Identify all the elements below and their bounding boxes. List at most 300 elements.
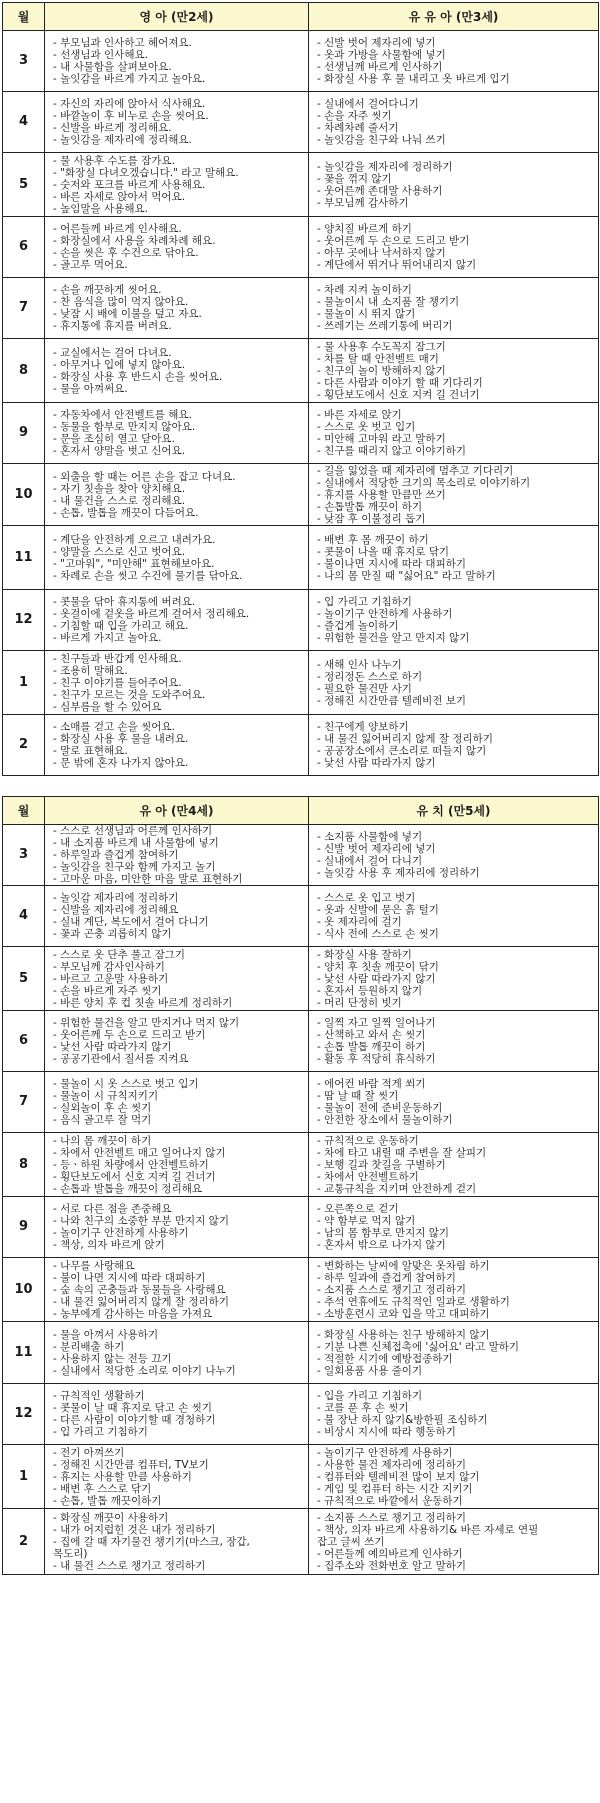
habit-item: - 친구의 놀이 방해하지 않기	[317, 364, 446, 377]
habit-item: - 추석 연휴에도 규칙적인 일과로 생활하기	[317, 1295, 510, 1308]
table-row	[3, 1197, 599, 1258]
habit-item: - 옷걸이에 겉옷을 바르게 걸어서 정리해요.	[53, 608, 250, 620]
habit-item: - 불 장난 하지 않기&방한필 조심하기	[317, 1414, 488, 1426]
habit-item: - 자동차에서 안전벨트를 해요.	[53, 409, 192, 421]
habit-item: - 컴퓨터와 텔레비전 많이 보지 않기	[317, 1470, 480, 1483]
table-header-row	[3, 797, 599, 825]
habit-item: - 휴지를 사용할 만큼만 쓰기	[317, 488, 446, 501]
habit-item: - 놀이기구 안전하게 사용하기	[317, 608, 453, 620]
month-cell: 7	[3, 1072, 45, 1133]
habit-item: - 양치질 바르게 하기	[317, 223, 412, 235]
habit-item: - 스스로 옷 단추 풀고 잠그기	[53, 948, 186, 961]
habit-item: - 소방훈련시 코와 입을 막고 대피하기	[317, 1307, 490, 1320]
habit-item: - 옷과 신발에 묻은 흙 털기	[317, 904, 439, 916]
habit-cell-younger	[45, 1072, 309, 1133]
table-row	[3, 715, 599, 776]
habit-item: - 미안해 고마워 라고 말하기	[317, 433, 446, 445]
habit-cell-older	[309, 526, 599, 590]
habit-cell-older	[309, 1258, 599, 1322]
table-row	[3, 1384, 599, 1445]
habit-item: - 비상시 지시에 따라 행동하기	[317, 1426, 456, 1438]
month-cell: 5	[3, 947, 45, 1011]
habit-item: - 화장실 사용 잘하기	[317, 948, 412, 961]
habit-cell-younger	[45, 1258, 309, 1322]
table-row	[3, 651, 599, 715]
habit-cell-older	[309, 464, 599, 526]
habit-item: - 물 사용후 수도를 잠가요.	[53, 154, 175, 167]
habit-item: - 책상, 의자 바르게 사용하기& 바른 자세로 연필	[317, 1523, 539, 1536]
habit-item: - 혼자서 양말을 벗고 신어요.	[53, 445, 186, 457]
habit-item: - 계단에서 뛰거나 뛰어내리지 않기	[317, 259, 477, 271]
habit-item: - 실외놀이 후 손 씻기	[53, 1102, 152, 1114]
month-cell: 11	[3, 1322, 45, 1384]
habit-item: - 친구를 때리지 않고 이야기하기	[317, 445, 466, 457]
habit-item: - 웃어른께 존대말 사용하기	[317, 184, 443, 197]
habit-cell-older	[309, 651, 599, 715]
habit-item: - 친구에게 양보하기	[317, 721, 409, 733]
habit-item: - 놀이기구 안전하게 사용하기	[317, 1446, 453, 1459]
habit-item: - 어른들께 예의바르게 인사하기	[317, 1547, 463, 1560]
habit-item: - 하루일과 즐겁게 참여하기	[53, 849, 179, 861]
habit-item: - 화장실 사용 후 반드시 손을 씻어요.	[53, 370, 223, 383]
habit-cell-older	[309, 153, 599, 217]
habit-item: - 양말을 스스로 신고 벗어요.	[53, 545, 186, 558]
habit-item: - 사용한 물건 제자리에 정리하기	[317, 1458, 466, 1471]
habit-item: - 산책하고 와서 손 씻기	[317, 1029, 426, 1041]
habit-item: - 물놀이 전에 준비운동하기	[317, 1102, 443, 1114]
habit-item: - 새해 인사 나누기	[317, 658, 402, 671]
habit-cell-younger	[45, 153, 309, 217]
habit-item: - 내 사물함을 살펴보아요.	[53, 61, 172, 73]
habit-cell-younger	[45, 1445, 309, 1509]
habit-item: - 손톱과 발톱을 깨끗이 정리해요	[53, 1182, 202, 1195]
habit-item: - 부모님께 감사인사하기	[53, 960, 165, 973]
habit-cell-older	[309, 715, 599, 776]
habit-item: - 차에 타고 내릴 때 주변을 잘 살피기	[317, 1146, 487, 1159]
habit-item: - 공공기관에서 질서를 지켜요	[53, 1053, 189, 1065]
habit-item: - 소지품 스스로 챙기고 정리하기	[317, 1511, 466, 1524]
habit-item: - 등ㆍ하원 차량에서 안전벨트하기	[53, 1158, 209, 1171]
table-row	[3, 526, 599, 590]
habit-item: - 길을 잃었을 때 제자리에 멈추고 기다리기	[317, 464, 514, 477]
habit-item: - 차에서 안전벨트하기	[317, 1170, 419, 1183]
habit-cell-younger	[45, 339, 309, 403]
month-cell: 5	[3, 153, 45, 217]
habit-item: - 책상, 의자 바르게 앉기	[53, 1239, 165, 1251]
habit-cell-older	[309, 947, 599, 1011]
habit-item: - 다른 사람과 이야기 할 때 기다리기	[317, 376, 483, 389]
habit-item: - 콧물이 나올 때 휴지로 닦기	[317, 545, 450, 558]
habit-item: - 스스로 옷 벗고 입기	[317, 421, 416, 433]
habit-item: - 놀잇감을 바르게 가지고 놀아요.	[53, 73, 206, 85]
table-gap	[2, 776, 598, 796]
habit-item: - 바른 양치 후 컵 칫솔 바르게 정리하기	[53, 996, 233, 1009]
month-cell: 7	[3, 278, 45, 339]
month-cell: 6	[3, 1011, 45, 1072]
habit-item: - 바른 자세로 앉기	[317, 409, 402, 421]
habit-item: - 일회용품 사용 줄이기	[317, 1364, 423, 1377]
habit-item: - 웃어른께 두 손으로 드리고 받기	[53, 1029, 206, 1041]
habit-item: - 심부름을 할 수 있어요	[53, 700, 162, 713]
habit-item: - 차에서 안전벨트 매고 일어나지 않기	[53, 1146, 226, 1159]
habit-item: - 어른들께 바르게 인사해요.	[53, 223, 182, 235]
month-cell: 10	[3, 1258, 45, 1322]
month-cell: 6	[3, 217, 45, 278]
habit-cell-younger	[45, 92, 309, 153]
table-row	[3, 947, 599, 1011]
habit-item: - 서로 다른 점을 존중해요	[53, 1203, 172, 1215]
habit-item: - 코를 푼 후 손 씻기	[317, 1402, 409, 1414]
habit-cell-younger	[45, 886, 309, 947]
habit-item: - 낮잠 시 배에 이불을 덮고 자요.	[53, 308, 202, 320]
habit-item: - 규칙적인 생활하기	[53, 1390, 145, 1402]
habit-item: - 하루 일과에 즐겁게 참여하기	[317, 1271, 456, 1284]
habit-cell-younger	[45, 715, 309, 776]
month-cell: 12	[3, 1384, 45, 1445]
habit-item: - 화장실 사용하는 친구 방해하지 않기	[317, 1328, 490, 1341]
month-cell: 8	[3, 1133, 45, 1197]
habit-item: - 교통규칙을 지키며 안전하게 걷기	[317, 1182, 477, 1195]
habit-item: - 정리정돈 스스로 하기	[317, 670, 423, 683]
habit-item: - 물을 아껴써요.	[53, 382, 128, 395]
habit-item: - 신발을 제자리에 정리해요	[53, 904, 179, 916]
habit-item: - 놀이기구 안전하게 사용하기	[53, 1227, 189, 1239]
header-age-4: 유 아 (만4세)	[45, 797, 309, 825]
habit-item: - 공공장소에서 큰소리로 떠들지 않기	[317, 745, 487, 757]
habit-cell-younger	[45, 1133, 309, 1197]
habit-cell-younger	[45, 947, 309, 1011]
habit-item: - 낯선 사람 따라가지 않기	[53, 1041, 172, 1053]
table-row	[3, 1445, 599, 1509]
habit-cell-younger	[45, 464, 309, 526]
table-row	[3, 1133, 599, 1197]
month-cell: 11	[3, 526, 45, 590]
habit-item: - 남의 몸 함부로 만지지 않기	[317, 1227, 450, 1239]
habit-item: - 바르게 가지고 놀아요.	[53, 632, 162, 644]
month-cell: 4	[3, 886, 45, 947]
habit-item: - 부모님과 인사하고 헤어져요.	[53, 37, 192, 49]
habit-item: - 입 가리고 기침하기	[53, 1426, 148, 1438]
habit-item: - 숫저와 포크를 바르게 사용해요.	[53, 178, 206, 191]
habit-cell-older	[309, 1133, 599, 1197]
habit-item: - 에어컨 바람 적게 쐬기	[317, 1078, 426, 1090]
month-cell: 2	[3, 1509, 45, 1575]
habit-item: - 선생님과 인사해요.	[53, 49, 148, 61]
table-row	[3, 1072, 599, 1133]
habit-item: - 친구 이야기를 들어주어요.	[53, 676, 182, 689]
habit-item: - 나의 몸 깨끗이 하기	[53, 1134, 152, 1147]
habit-cell-younger	[45, 217, 309, 278]
habit-item: - 휴지는 사용할 만큼 사용하기	[53, 1470, 192, 1483]
habit-item: - 음식 골고루 잘 먹기	[53, 1114, 152, 1126]
table-row	[3, 217, 599, 278]
table-row	[3, 339, 599, 403]
habit-item: - 정해진 시간만큼 컴퓨터, TV보기	[53, 1458, 209, 1471]
habit-item: - 자기 칫솔을 찾아 양치해요.	[53, 482, 186, 495]
habit-item: - 웃어른께 두 손으로 드리고 받기	[317, 235, 470, 247]
habit-item: - 농부에게 감사하는 마음을 가져요	[53, 1307, 213, 1320]
habit-item: - 땀 날 때 잘 씻기	[317, 1090, 399, 1102]
habit-item: - 안전한 장소에서 물놀이하기	[317, 1114, 453, 1126]
habit-cell-older	[309, 1509, 599, 1575]
habit-cell-younger	[45, 651, 309, 715]
habit-item: - 아무 곳에나 낙서하지 않기	[317, 247, 446, 259]
habit-item: - 꽃을 꺾지 않기	[317, 172, 392, 185]
habit-cell-older	[309, 1011, 599, 1072]
habit-item: - 높임말을 사용해요.	[53, 202, 148, 215]
habit-item: - 선생님께 바르게 인사하기	[317, 61, 443, 73]
table-row	[3, 403, 599, 464]
habit-item: - 나의 몸 만질 때 "싫어요" 라고 말하기	[317, 569, 496, 582]
habit-item: - 외출을 할 때는 어른 손을 잡고 다녀요.	[53, 470, 236, 483]
header-age-5: 유 치 (만5세)	[309, 797, 599, 825]
habit-item: - 분리배출 하기	[53, 1340, 125, 1353]
table-row	[3, 464, 599, 526]
month-cell: 12	[3, 590, 45, 651]
habit-item: - 불이 나면 지시에 따라 대피하기	[53, 1271, 206, 1284]
habit-item: - 놀잇감 제자리에 정리하기	[53, 892, 179, 904]
habit-item: - 놀잇감 사용 후 제자리에 정리하기	[317, 867, 480, 879]
header-month: 월	[3, 797, 45, 825]
habit-cell-younger	[45, 1011, 309, 1072]
habit-item: - 혼자서 등원하지 않기	[317, 984, 423, 997]
habit-item: - 부모님께 감사하기	[317, 196, 409, 209]
table-row	[3, 1509, 599, 1575]
habit-item: - 일찍 자고 일찍 일어나기	[317, 1017, 436, 1029]
habit-cell-older	[309, 1384, 599, 1445]
habit-item: - 물 사용후 수도꼭지 잠그기	[317, 340, 446, 353]
habit-item: - 물놀이 시 옷 스스로 벗고 입기	[53, 1078, 199, 1090]
habit-item: - 화장실 사용 후 물을 내려요.	[53, 733, 189, 745]
habit-item: - 쓰레기는 쓰레기통에 버리기	[317, 320, 453, 332]
habit-item: - 식사 전에 스스로 손 씻기	[317, 928, 439, 940]
habit-cell-older	[309, 886, 599, 947]
habit-item: - 소지품 사물함에 넣기	[317, 831, 423, 843]
habit-item: - 손을 바르게 자주 씻기	[53, 984, 162, 997]
habit-item: - 손톱발톱 깨끗이 하기	[317, 500, 423, 513]
habit-item: - 조용히 말해요.	[53, 664, 128, 677]
habit-item: - 집주소와 전화번호 알고 말하기	[317, 1559, 466, 1572]
habit-item: - 입을 가리고 기침하기	[317, 1390, 423, 1402]
habit-item: - 놀잇감을 친구와 함께 가지고 놀기	[53, 861, 216, 873]
habit-cell-older	[309, 1197, 599, 1258]
habit-item: - 활동 후 적당히 휴식하기	[317, 1053, 436, 1065]
habit-item: - 변화하는 날씨에 알맞은 옷차림 하기	[317, 1259, 490, 1272]
habit-cell-younger	[45, 31, 309, 92]
header-age-2: 영 아 (만2세)	[45, 3, 309, 31]
habit-item: - 필요한 물건만 사기	[317, 682, 412, 695]
habit-item: - 나무를 사랑해요	[53, 1259, 135, 1272]
habit-item: - 신발 벗어 제자리에 넣기	[317, 843, 436, 855]
habit-item: - 콧물이 날 때 휴지로 닦고 손 씻기	[53, 1402, 213, 1414]
habit-item: - 낯선 사람 따라가지 않기	[317, 757, 436, 769]
habit-cell-older	[309, 92, 599, 153]
habit-cell-older	[309, 825, 599, 886]
month-cell: 4	[3, 92, 45, 153]
habit-item: - 다른 사람이 이야기할 때 경청하기	[53, 1414, 216, 1426]
habit-item: - 골고루 먹어요.	[53, 259, 128, 271]
habit-cell-older	[309, 1445, 599, 1509]
habit-cell-older	[309, 31, 599, 92]
table-row	[3, 1322, 599, 1384]
habit-item: - 아무거나 입에 넣지 않아요.	[53, 358, 186, 371]
header-age-3: 유 유 아 (만3세)	[309, 3, 599, 31]
habit-item: - 내가 어지럽힌 것은 내가 정리하기	[53, 1523, 216, 1536]
habit-item: - 내 물건을 스스로 정리해요.	[53, 494, 186, 507]
habit-cell-older	[309, 590, 599, 651]
habit-item: 잡고 글씨 쓰기	[317, 1535, 385, 1548]
habit-item: 목도리)	[53, 1547, 88, 1560]
habit-item: - 옷 제자리에 걸기	[317, 916, 402, 928]
header-month: 월	[3, 3, 45, 31]
habit-item: - 차례 지켜 놀이하기	[317, 284, 412, 296]
habit-cell-younger	[45, 278, 309, 339]
month-cell: 3	[3, 31, 45, 92]
habit-item: - 내 물건 스스로 챙기고 정리하기	[53, 1559, 206, 1572]
habit-cell-younger	[45, 1509, 309, 1575]
table-row	[3, 92, 599, 153]
habit-item: - 바깥놀이 후 비누로 손을 씻어요.	[53, 110, 209, 122]
habit-item: - 내 물건 잃어버리지 않게 잘 정리하기	[53, 1295, 229, 1308]
habit-item: - 낮잠 후 이불정리 돕기	[317, 512, 426, 525]
habit-item: - 신발을 바르게 정리해요.	[53, 122, 172, 134]
table-row	[3, 1258, 599, 1322]
habit-item: - 계단을 안전하게 오르고 내려가요.	[53, 533, 216, 546]
habit-item: - 콧물을 닦아 휴지통에 버려요.	[53, 596, 196, 608]
habit-cell-older	[309, 278, 599, 339]
habit-item: - 말로 표현해요.	[53, 745, 128, 757]
habit-item: - 기침할 때 입을 가리고 해요.	[53, 620, 189, 632]
plan-table-toddler	[2, 2, 599, 776]
month-cell: 3	[3, 825, 45, 886]
habit-item: - 바르고 고운말 사용하기	[53, 972, 169, 985]
habit-item: - 차례차례 줄서기	[317, 122, 399, 134]
habit-item: - 손을 자주 씻기	[317, 110, 392, 122]
habit-item: - 입 가리고 기침하기	[317, 596, 412, 608]
habit-item: - "화장실 다녀오겠습니다." 라고 말해요.	[53, 166, 239, 179]
habit-item: - 전기 아껴쓰기	[53, 1446, 125, 1459]
habit-cell-younger	[45, 1197, 309, 1258]
habit-item: - 스스로 옷 입고 벗기	[317, 892, 416, 904]
habit-item: - 보행 길과 찻길을 구별하기	[317, 1158, 446, 1171]
habit-item: - 소매를 걷고 손을 씻어요.	[53, 721, 175, 733]
habit-item: - 내 소지품 바르게 내 사물함에 넣기	[53, 837, 219, 849]
habit-item: - 친구들과 반갑게 인사해요.	[53, 652, 182, 665]
month-cell: 1	[3, 1445, 45, 1509]
habit-item: - 나와 친구의 소중한 부분 만지지 않기	[53, 1215, 229, 1227]
habit-item: - 규칙적으로 바깥에서 운동하기	[317, 1494, 463, 1507]
habit-item: - 낯선 사람 따라가지 않기	[317, 972, 436, 985]
habit-cell-younger	[45, 825, 309, 886]
table-row	[3, 1011, 599, 1072]
habit-item: - 내 물건 잃어버리지 않게 잘 정리하기	[317, 733, 493, 745]
habit-item: - 소지품 스스로 챙기고 정리하기	[317, 1283, 466, 1296]
habit-item: - 문 밖에 혼자 나가지 않아요.	[53, 757, 189, 769]
table-header-row	[3, 3, 599, 31]
habit-item: - "고마워", "미안해" 표현해보아요.	[53, 557, 215, 570]
habit-cell-older	[309, 403, 599, 464]
habit-item: - 화장실 깨끗이 사용하기	[53, 1511, 169, 1524]
month-cell: 1	[3, 651, 45, 715]
table-row	[3, 31, 599, 92]
habit-item: - 손톱, 발톱을 깨끗이 다듬어요.	[53, 506, 199, 519]
habit-item: - 즐겁게 놀이하기	[317, 620, 399, 632]
habit-item: - 정해진 시간만큼 텔레비전 보기	[317, 694, 466, 707]
habit-item: - 사용하지 않는 전등 끄기	[53, 1352, 172, 1365]
habit-item: - 횡단보도에서 신호 지켜 길 건너기	[53, 1170, 216, 1183]
habit-item: - 실내에서 걸어 다니기	[317, 855, 423, 867]
habit-item: - 물놀이 시 규칙지키기	[53, 1090, 159, 1102]
habit-cell-older	[309, 1072, 599, 1133]
habit-item: - 실내에서 적당한 크기의 목소리로 이야기하기	[317, 476, 531, 489]
table-row	[3, 153, 599, 217]
habit-item: - 규칙적으로 운동하기	[317, 1134, 419, 1147]
habit-item: - 위험한 물건을 알고 만지지 않기	[317, 632, 470, 644]
habit-item: - 물을 아껴서 사용하기	[53, 1328, 159, 1341]
habit-item: - 실내 계단, 복도에서 걸어 다니기	[53, 916, 209, 928]
habit-item: - 놀잇감을 제자리에 정리해요.	[53, 134, 192, 146]
habit-item: - 바른 자세로 앉아서 먹어요.	[53, 190, 186, 203]
habit-item: - 혼자서 밖으로 나가지 않기	[317, 1239, 446, 1251]
habit-item: - 문을 조심히 열고 닫아요.	[53, 433, 175, 445]
month-cell: 10	[3, 464, 45, 526]
habit-item: - 위험한 물건을 알고 만지거나 먹지 않기	[53, 1017, 240, 1029]
habit-item: - 동물을 함부로 만지지 않아요.	[53, 421, 196, 433]
habit-cell-older	[309, 1322, 599, 1384]
habit-item: - 양치 후 칫솔 깨끗이 닦기	[317, 960, 439, 973]
habit-item: - 실내에서 적당한 소리로 이야기 나누기	[53, 1364, 236, 1377]
habit-cell-younger	[45, 1384, 309, 1445]
habit-item: - 놀잇감을 친구와 나눠 쓰기	[317, 134, 446, 146]
habit-item: - 친구가 모르는 것을 도와주어요.	[53, 688, 206, 701]
habit-item: - 물놀이시 내 소지품 잘 챙기기	[317, 296, 460, 308]
habit-item: - 교실에서는 걸어 다녀요.	[53, 346, 172, 359]
habit-item: - 물놀이 시 뛰지 않기	[317, 308, 416, 320]
month-cell: 2	[3, 715, 45, 776]
habit-item: - 신발 벗어 제자리에 넣기	[317, 37, 436, 49]
habit-item: - 찬 음식을 많이 먹지 않아요.	[53, 296, 189, 308]
habit-item: - 배변 후 스스로 닦기	[53, 1482, 152, 1495]
habit-item: - 약 함부로 먹지 않기	[317, 1215, 416, 1227]
table-row	[3, 825, 599, 886]
habit-item: - 고마운 마음, 미안한 마음 말로 표현하기	[53, 873, 243, 885]
habit-item: - 손을 깨끗하게 씻어요.	[53, 284, 162, 296]
plan-table-preschool	[2, 796, 599, 1575]
habit-item: - 머리 단정히 빗기	[317, 996, 402, 1009]
habit-item: - 차례로 손을 씻고 수건에 물기를 닦아요.	[53, 569, 243, 582]
table-row	[3, 590, 599, 651]
habit-item: - 꽃과 곤충 괴롭히지 않기	[53, 928, 172, 940]
habit-item: - 손톱, 발톱 깨끗이하기	[53, 1494, 162, 1507]
habit-item: - 손을 씻은 후 수건으로 닦아요.	[53, 247, 199, 259]
habit-item: - 화장실에서 사용을 차례차례 해요.	[53, 235, 216, 247]
habit-item: - 옷과 가방을 사물함에 넣기	[317, 49, 446, 61]
table-row	[3, 886, 599, 947]
habit-item: - 배변 후 몸 깨끗이 하기	[317, 533, 429, 546]
habit-cell-younger	[45, 403, 309, 464]
month-cell: 9	[3, 403, 45, 464]
habit-item: - 불이나면 지시에 따라 대피하기	[317, 557, 466, 570]
habit-item: - 오른쪽으로 걷기	[317, 1203, 399, 1215]
habit-item: - 집에 갈 때 자기물건 챙기기(마스크, 장갑,	[53, 1535, 250, 1548]
habit-item: - 휴지통에 휴지를 버려요.	[53, 320, 172, 332]
habit-cell-younger	[45, 1322, 309, 1384]
habit-item: - 실내에서 걸어다니기	[317, 98, 419, 110]
habit-item: - 기분 나쁜 신체접촉에 '싫어요' 라고 말하기	[317, 1340, 520, 1353]
habit-item: - 횡단보도에서 신호 지켜 길 건너기	[317, 388, 480, 401]
habit-item: - 스스로 선생님과 어른께 인사하기	[53, 825, 213, 837]
habit-cell-older	[309, 217, 599, 278]
